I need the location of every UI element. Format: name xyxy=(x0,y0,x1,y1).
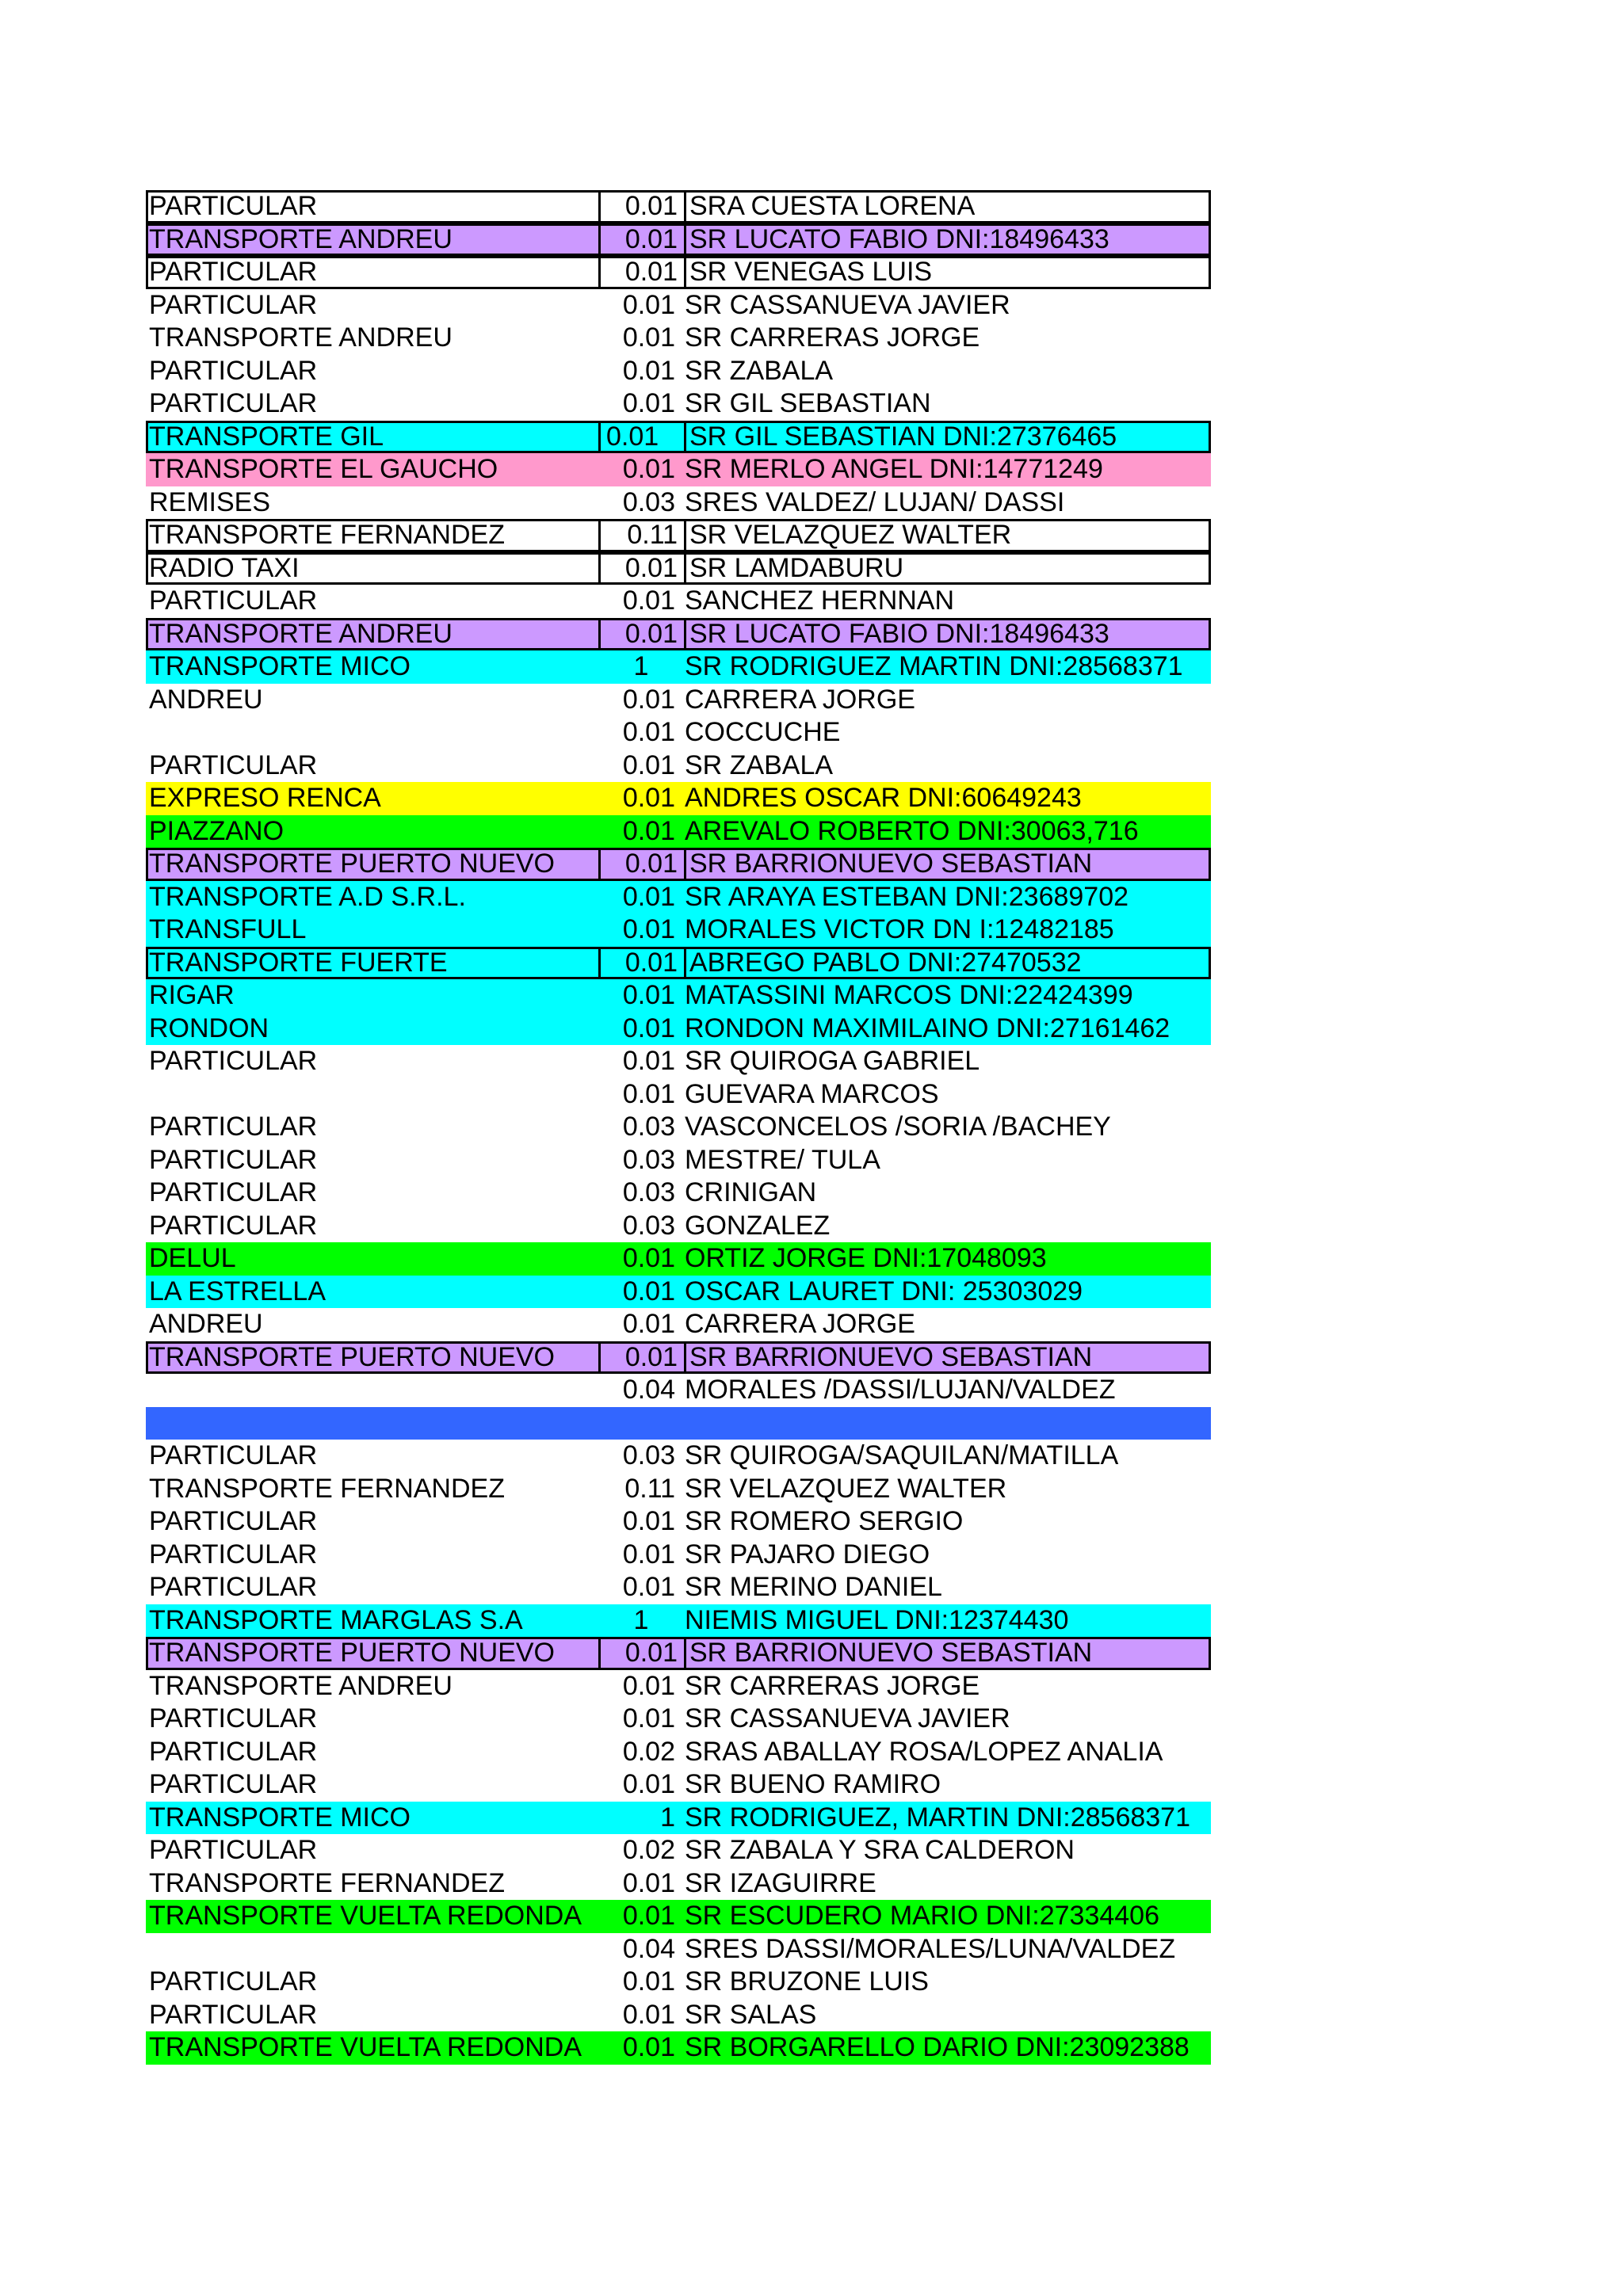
contact-cell: SR VELAZQUEZ WALTER xyxy=(684,519,1213,552)
quantity-cell: 0.01 xyxy=(622,1013,675,1043)
table-row xyxy=(146,979,1211,1013)
contact-cell xyxy=(682,1407,1211,1440)
quantity-cell: 0.03 xyxy=(622,1144,675,1175)
table-row xyxy=(146,1276,1211,1309)
table-row xyxy=(146,1111,1211,1144)
company-cell: PARTICULAR xyxy=(149,1112,318,1142)
table-row xyxy=(146,1867,1211,1901)
company-cell: EXPRESO RENCA xyxy=(149,783,381,813)
company-cell: TRANSPORTE GIL xyxy=(146,421,601,454)
company-cell: PARTICULAR xyxy=(149,1539,318,1569)
table-row xyxy=(146,1341,1211,1375)
contact-cell: SR VENEGAS LUIS xyxy=(684,256,1213,289)
quantity-cell: 0.01 xyxy=(622,1539,675,1569)
company-cell: TRANSPORTE ANDREU xyxy=(146,618,601,651)
table-row xyxy=(146,585,1211,618)
quantity-cell: 0.01 xyxy=(622,1703,675,1733)
table-row xyxy=(146,1966,1211,1999)
contact-cell: SR ZABALA xyxy=(685,355,834,386)
company-cell: PARTICULAR xyxy=(146,190,601,223)
table-row xyxy=(146,1177,1211,1210)
table-row xyxy=(146,815,1211,849)
contact-cell: SR PAJARO DIEGO xyxy=(685,1539,930,1569)
table-row xyxy=(146,1144,1211,1177)
contact-cell: SRA CUESTA LORENA xyxy=(684,190,1213,223)
company-cell: TRANSPORTE PUERTO NUEVO xyxy=(146,1341,601,1375)
company-cell xyxy=(146,1407,601,1440)
company-cell: RONDON xyxy=(149,1013,269,1043)
company-cell: PARTICULAR xyxy=(149,1999,318,2030)
table-row xyxy=(146,256,1211,289)
company-cell: TRANSPORTE A.D S.R.L. xyxy=(149,881,466,912)
table-row xyxy=(146,1078,1211,1112)
company-cell: TRANSPORTE MARGLAS S.A xyxy=(149,1604,523,1635)
table-row xyxy=(146,1045,1211,1078)
table-row xyxy=(146,486,1211,520)
quantity-cell: 0.01 xyxy=(622,1276,675,1306)
company-cell: TRANSPORTE ANDREU xyxy=(149,1670,453,1701)
quantity-cell: 0.01 xyxy=(624,257,678,287)
quantity-cell: 0.03 xyxy=(622,1440,675,1470)
company-cell: TRANSPORTE ANDREU xyxy=(146,223,601,257)
company-cell: ANDREU xyxy=(149,684,263,715)
company-cell: TRANSPORTE FERNANDEZ xyxy=(149,1867,505,1898)
contact-cell: SR CASSANUEVA JAVIER xyxy=(685,1703,1010,1733)
quantity-cell: 0.01 xyxy=(606,421,659,452)
contact-cell: SR VELAZQUEZ WALTER xyxy=(685,1473,1007,1504)
contact-cell: SR RODRIGUEZ MARTIN DNI:28568371 xyxy=(685,651,1183,681)
contact-cell: SR ZABALA Y SRA CALDERON xyxy=(685,1835,1075,1865)
contact-cell: SR BRUZONE LUIS xyxy=(685,1966,929,1997)
quantity-cell: 0.01 xyxy=(622,1078,675,1109)
quantity-cell: 0.01 xyxy=(624,849,678,879)
contact-cell: SRAS ABALLAY ROSA/LOPEZ ANALIA xyxy=(685,1736,1163,1767)
contact-cell: NIEMIS MIGUEL DNI:12374430 xyxy=(685,1604,1069,1635)
contact-cell: ABREGO PABLO DNI:27470532 xyxy=(684,947,1213,980)
quantity-cell: 0.01 xyxy=(622,1867,675,1898)
table-row xyxy=(146,1374,1211,1407)
quantity-cell: 0.01 xyxy=(622,2032,675,2062)
contact-cell: SR CARRERAS JORGE xyxy=(685,322,980,353)
contact-cell: SR ROMERO SERGIO xyxy=(685,1506,964,1536)
table-row xyxy=(146,716,1211,749)
contact-cell: MESTRE/ TULA xyxy=(685,1144,880,1175)
table-row xyxy=(146,519,1211,552)
table-row xyxy=(146,1736,1211,1769)
table-row xyxy=(146,618,1211,651)
quantity-cell: 0.01 xyxy=(624,947,678,978)
company-cell: RIGAR xyxy=(149,980,235,1010)
company-cell: TRANSPORTE FERNANDEZ xyxy=(146,519,601,552)
company-cell: PARTICULAR xyxy=(149,388,318,418)
table-row xyxy=(146,289,1211,322)
contact-cell: SR ESCUDERO MARIO DNI:27334406 xyxy=(685,1901,1159,1931)
table-row xyxy=(146,322,1211,355)
quantity-cell: 0.03 xyxy=(622,1210,675,1241)
company-cell: TRANSPORTE VUELTA REDONDA xyxy=(149,2032,582,2062)
company-cell xyxy=(146,1374,601,1407)
contact-cell: VASCONCELOS /SORIA /BACHEY xyxy=(685,1112,1111,1142)
contact-cell: SR MERLO ANGEL DNI:14771249 xyxy=(685,454,1103,484)
contact-cell: SR BARRIONUEVO SEBASTIAN xyxy=(684,1341,1213,1375)
quantity-cell: 0.03 xyxy=(622,1177,675,1207)
table-row xyxy=(146,1834,1211,1867)
table-row xyxy=(146,355,1211,388)
table-row xyxy=(146,190,1211,223)
contact-cell: MORALES VICTOR DN I:12482185 xyxy=(685,914,1114,944)
quantity-cell: 0.11 xyxy=(624,1473,675,1504)
quantity-cell: 0.01 xyxy=(624,1638,678,1668)
contact-cell: SR GIL SEBASTIAN DNI:27376465 xyxy=(684,421,1213,454)
table-row xyxy=(146,1802,1211,1835)
quantity-cell: 0.01 xyxy=(622,1046,675,1076)
contact-cell: MORALES /DASSI/LUJAN/VALDEZ xyxy=(685,1375,1116,1405)
table-row xyxy=(146,453,1211,486)
quantity-cell: 0.01 xyxy=(622,815,675,846)
contact-cell: OSCAR LAURET DNI: 25303029 xyxy=(685,1276,1083,1306)
highlight-separator-row xyxy=(146,1407,1211,1440)
company-cell: REMISES xyxy=(149,486,271,517)
company-cell: TRANSPORTE FERNANDEZ xyxy=(149,1473,505,1504)
company-cell: PARTICULAR xyxy=(149,1736,318,1767)
table-row xyxy=(146,1539,1211,1572)
quantity-cell: 0.01 xyxy=(622,1572,675,1602)
quantity-cell: 0.01 xyxy=(622,388,675,418)
contact-cell: SR QUIROGA GABRIEL xyxy=(685,1046,980,1076)
contact-cell: SR ZABALA xyxy=(685,749,834,780)
company-cell: PARTICULAR xyxy=(146,256,601,289)
contact-cell: SRES VALDEZ/ LUJAN/ DASSI xyxy=(685,486,1065,517)
company-cell: LA ESTRELLA xyxy=(149,1276,327,1306)
table-row xyxy=(146,1637,1211,1670)
contact-cell: CARRERA JORGE xyxy=(685,1309,915,1339)
table-row xyxy=(146,650,1211,684)
contact-cell: SR LAMDABURU xyxy=(684,552,1213,585)
contact-cell: SR SALAS xyxy=(685,1999,817,2030)
company-cell xyxy=(146,1933,601,1966)
table-row xyxy=(146,848,1211,881)
company-cell: PARTICULAR xyxy=(149,1769,318,1799)
contact-cell: SR BARRIONUEVO SEBASTIAN xyxy=(684,848,1213,881)
contact-cell: SR LUCATO FABIO DNI:18496433 xyxy=(684,223,1213,257)
quantity-cell: 0.01 xyxy=(624,191,678,221)
quantity-cell: 0.01 xyxy=(624,552,678,583)
table-row xyxy=(146,1999,1211,2032)
company-cell: TRANSPORTE PUERTO NUEVO xyxy=(146,1637,601,1670)
company-cell: TRANSPORTE EL GAUCHO xyxy=(149,454,498,484)
company-cell: PIAZZANO xyxy=(149,815,285,846)
quantity-cell: 0.01 xyxy=(622,684,675,715)
contact-cell: SR IZAGUIRRE xyxy=(685,1867,876,1898)
contact-cell: SR GIL SEBASTIAN xyxy=(685,388,931,418)
contact-cell: SRES DASSI/MORALES/LUNA/VALDEZ xyxy=(685,1933,1176,1964)
contact-cell: CARRERA JORGE xyxy=(685,684,915,715)
table-row xyxy=(146,913,1211,947)
table-row xyxy=(146,947,1211,980)
quantity-cell: 1 xyxy=(633,1604,649,1635)
quantity-cell: 1 xyxy=(660,1802,675,1833)
table-row xyxy=(146,421,1211,454)
contact-cell: MATASSINI MARCOS DNI:22424399 xyxy=(685,980,1133,1010)
company-cell: PARTICULAR xyxy=(149,1144,318,1175)
quantity-cell: 0.01 xyxy=(622,585,675,616)
table-row xyxy=(146,552,1211,585)
contact-cell: SR CASSANUEVA JAVIER xyxy=(685,289,1010,320)
quantity-cell: 0.03 xyxy=(622,1112,675,1142)
quantity-cell: 0.01 xyxy=(622,454,675,484)
table-row xyxy=(146,1768,1211,1802)
contact-cell: SR BORGARELLO DARIO DNI:23092388 xyxy=(685,2032,1190,2062)
quantity-cell: 0.01 xyxy=(622,749,675,780)
quantity-cell: 0.01 xyxy=(624,1341,678,1372)
quantity-cell: 0.01 xyxy=(622,1999,675,2030)
quantity-cell: 0.01 xyxy=(622,1901,675,1931)
contact-cell: CRINIGAN xyxy=(685,1177,817,1207)
table-row xyxy=(146,1604,1211,1638)
table-row xyxy=(146,1571,1211,1604)
contact-cell: GUEVARA MARCOS xyxy=(685,1078,939,1109)
table-row xyxy=(146,1440,1211,1473)
contact-cell: SR RODRIGUEZ, MARTIN DNI:28568371 xyxy=(685,1802,1190,1833)
table-row xyxy=(146,1933,1211,1966)
quantity-cell: 0.04 xyxy=(622,1375,675,1405)
table-row xyxy=(146,881,1211,914)
quantity-cell: 0.01 xyxy=(622,355,675,386)
table-row xyxy=(146,1703,1211,1736)
quantity-cell: 0.01 xyxy=(622,1769,675,1799)
company-cell: PARTICULAR xyxy=(149,1966,318,1997)
contact-cell: SR MERINO DANIEL xyxy=(685,1572,942,1602)
contact-cell: ANDRES OSCAR DNI:60649243 xyxy=(685,783,1082,813)
quantity-cell: 0.01 xyxy=(622,914,675,944)
table-row xyxy=(146,782,1211,815)
contact-cell: SR QUIROGA/SAQUILAN/MATILLA xyxy=(685,1440,1119,1470)
company-cell: DELUL xyxy=(149,1243,236,1273)
quantity-cell: 0.01 xyxy=(622,1670,675,1701)
company-cell xyxy=(146,716,601,749)
company-cell xyxy=(146,1078,601,1112)
quantity-cell: 0.01 xyxy=(622,717,675,747)
contact-cell: SR BUENO RAMIRO xyxy=(685,1769,941,1799)
quantity-cell: 0.01 xyxy=(622,289,675,320)
quantity-cell: 0.03 xyxy=(622,486,675,517)
company-cell: ANDREU xyxy=(149,1309,263,1339)
contact-cell: GONZALEZ xyxy=(685,1210,831,1241)
table-row xyxy=(146,1308,1211,1341)
table-row xyxy=(146,2031,1211,2065)
table-row xyxy=(146,1473,1211,1506)
quantity-cell: 0.01 xyxy=(622,783,675,813)
contact-cell: SANCHEZ HERNNAN xyxy=(685,585,955,616)
company-cell: PARTICULAR xyxy=(149,289,318,320)
quantity-cell: 0.11 xyxy=(627,520,678,550)
quantity-cell xyxy=(601,1407,682,1440)
contact-cell: SR CARRERAS JORGE xyxy=(685,1670,980,1701)
company-cell: TRANSPORTE MICO xyxy=(149,1802,411,1833)
table-row xyxy=(146,1670,1211,1703)
company-cell: PARTICULAR xyxy=(149,585,318,616)
table-row xyxy=(146,1210,1211,1243)
quantity-cell: 0.02 xyxy=(622,1835,675,1865)
company-cell: PARTICULAR xyxy=(149,1177,318,1207)
table-row xyxy=(146,223,1211,257)
company-cell: TRANSPORTE ANDREU xyxy=(149,322,453,353)
table-row xyxy=(146,1013,1211,1046)
quantity-cell: 0.01 xyxy=(622,1966,675,1997)
quantity-cell: 0.01 xyxy=(622,980,675,1010)
quantity-cell: 1 xyxy=(633,651,649,681)
company-cell: TRANSPORTE FUERTE xyxy=(146,947,601,980)
company-cell: PARTICULAR xyxy=(149,1440,318,1470)
contact-cell: SR ARAYA ESTEBAN DNI:23689702 xyxy=(685,881,1129,912)
table-row xyxy=(146,684,1211,717)
table-row xyxy=(146,1505,1211,1539)
quantity-cell: 0.01 xyxy=(622,1506,675,1536)
spreadsheet-table xyxy=(146,190,1211,2065)
quantity-cell: 0.01 xyxy=(624,618,678,649)
quantity-cell: 0.01 xyxy=(622,1309,675,1339)
company-cell: PARTICULAR xyxy=(149,1210,318,1241)
quantity-cell: 0.01 xyxy=(622,1243,675,1273)
contact-cell: COCCUCHE xyxy=(685,717,841,747)
table-row xyxy=(146,749,1211,783)
company-cell: PARTICULAR xyxy=(149,1572,318,1602)
quantity-cell: 0.01 xyxy=(624,223,678,254)
contact-cell: SR LUCATO FABIO DNI:18496433 xyxy=(684,618,1213,651)
quantity-cell: 0.02 xyxy=(622,1736,675,1767)
contact-cell: AREVALO ROBERTO DNI:30063,716 xyxy=(685,815,1139,846)
company-cell: TRANSPORTE MICO xyxy=(149,651,411,681)
table-row xyxy=(146,387,1211,421)
contact-cell: ORTIZ JORGE DNI:17048093 xyxy=(685,1243,1047,1273)
quantity-cell: 0.01 xyxy=(622,881,675,912)
company-cell: TRANSPORTE PUERTO NUEVO xyxy=(146,848,601,881)
quantity-cell: 0.04 xyxy=(622,1933,675,1964)
company-cell: PARTICULAR xyxy=(149,1506,318,1536)
quantity-cell: 0.01 xyxy=(622,322,675,353)
company-cell: TRANSPORTE VUELTA REDONDA xyxy=(149,1901,582,1931)
company-cell: TRANSFULL xyxy=(149,914,307,944)
company-cell: PARTICULAR xyxy=(149,749,318,780)
contact-cell: SR BARRIONUEVO SEBASTIAN xyxy=(684,1637,1213,1670)
contact-cell: RONDON MAXIMILAINO DNI:27161462 xyxy=(685,1013,1170,1043)
company-cell: PARTICULAR xyxy=(149,1835,318,1865)
company-cell: PARTICULAR xyxy=(149,1046,318,1076)
company-cell: PARTICULAR xyxy=(149,1703,318,1733)
company-cell: PARTICULAR xyxy=(149,355,318,386)
table-row xyxy=(146,1242,1211,1276)
table-row xyxy=(146,1900,1211,1933)
company-cell: RADIO TAXI xyxy=(146,552,601,585)
